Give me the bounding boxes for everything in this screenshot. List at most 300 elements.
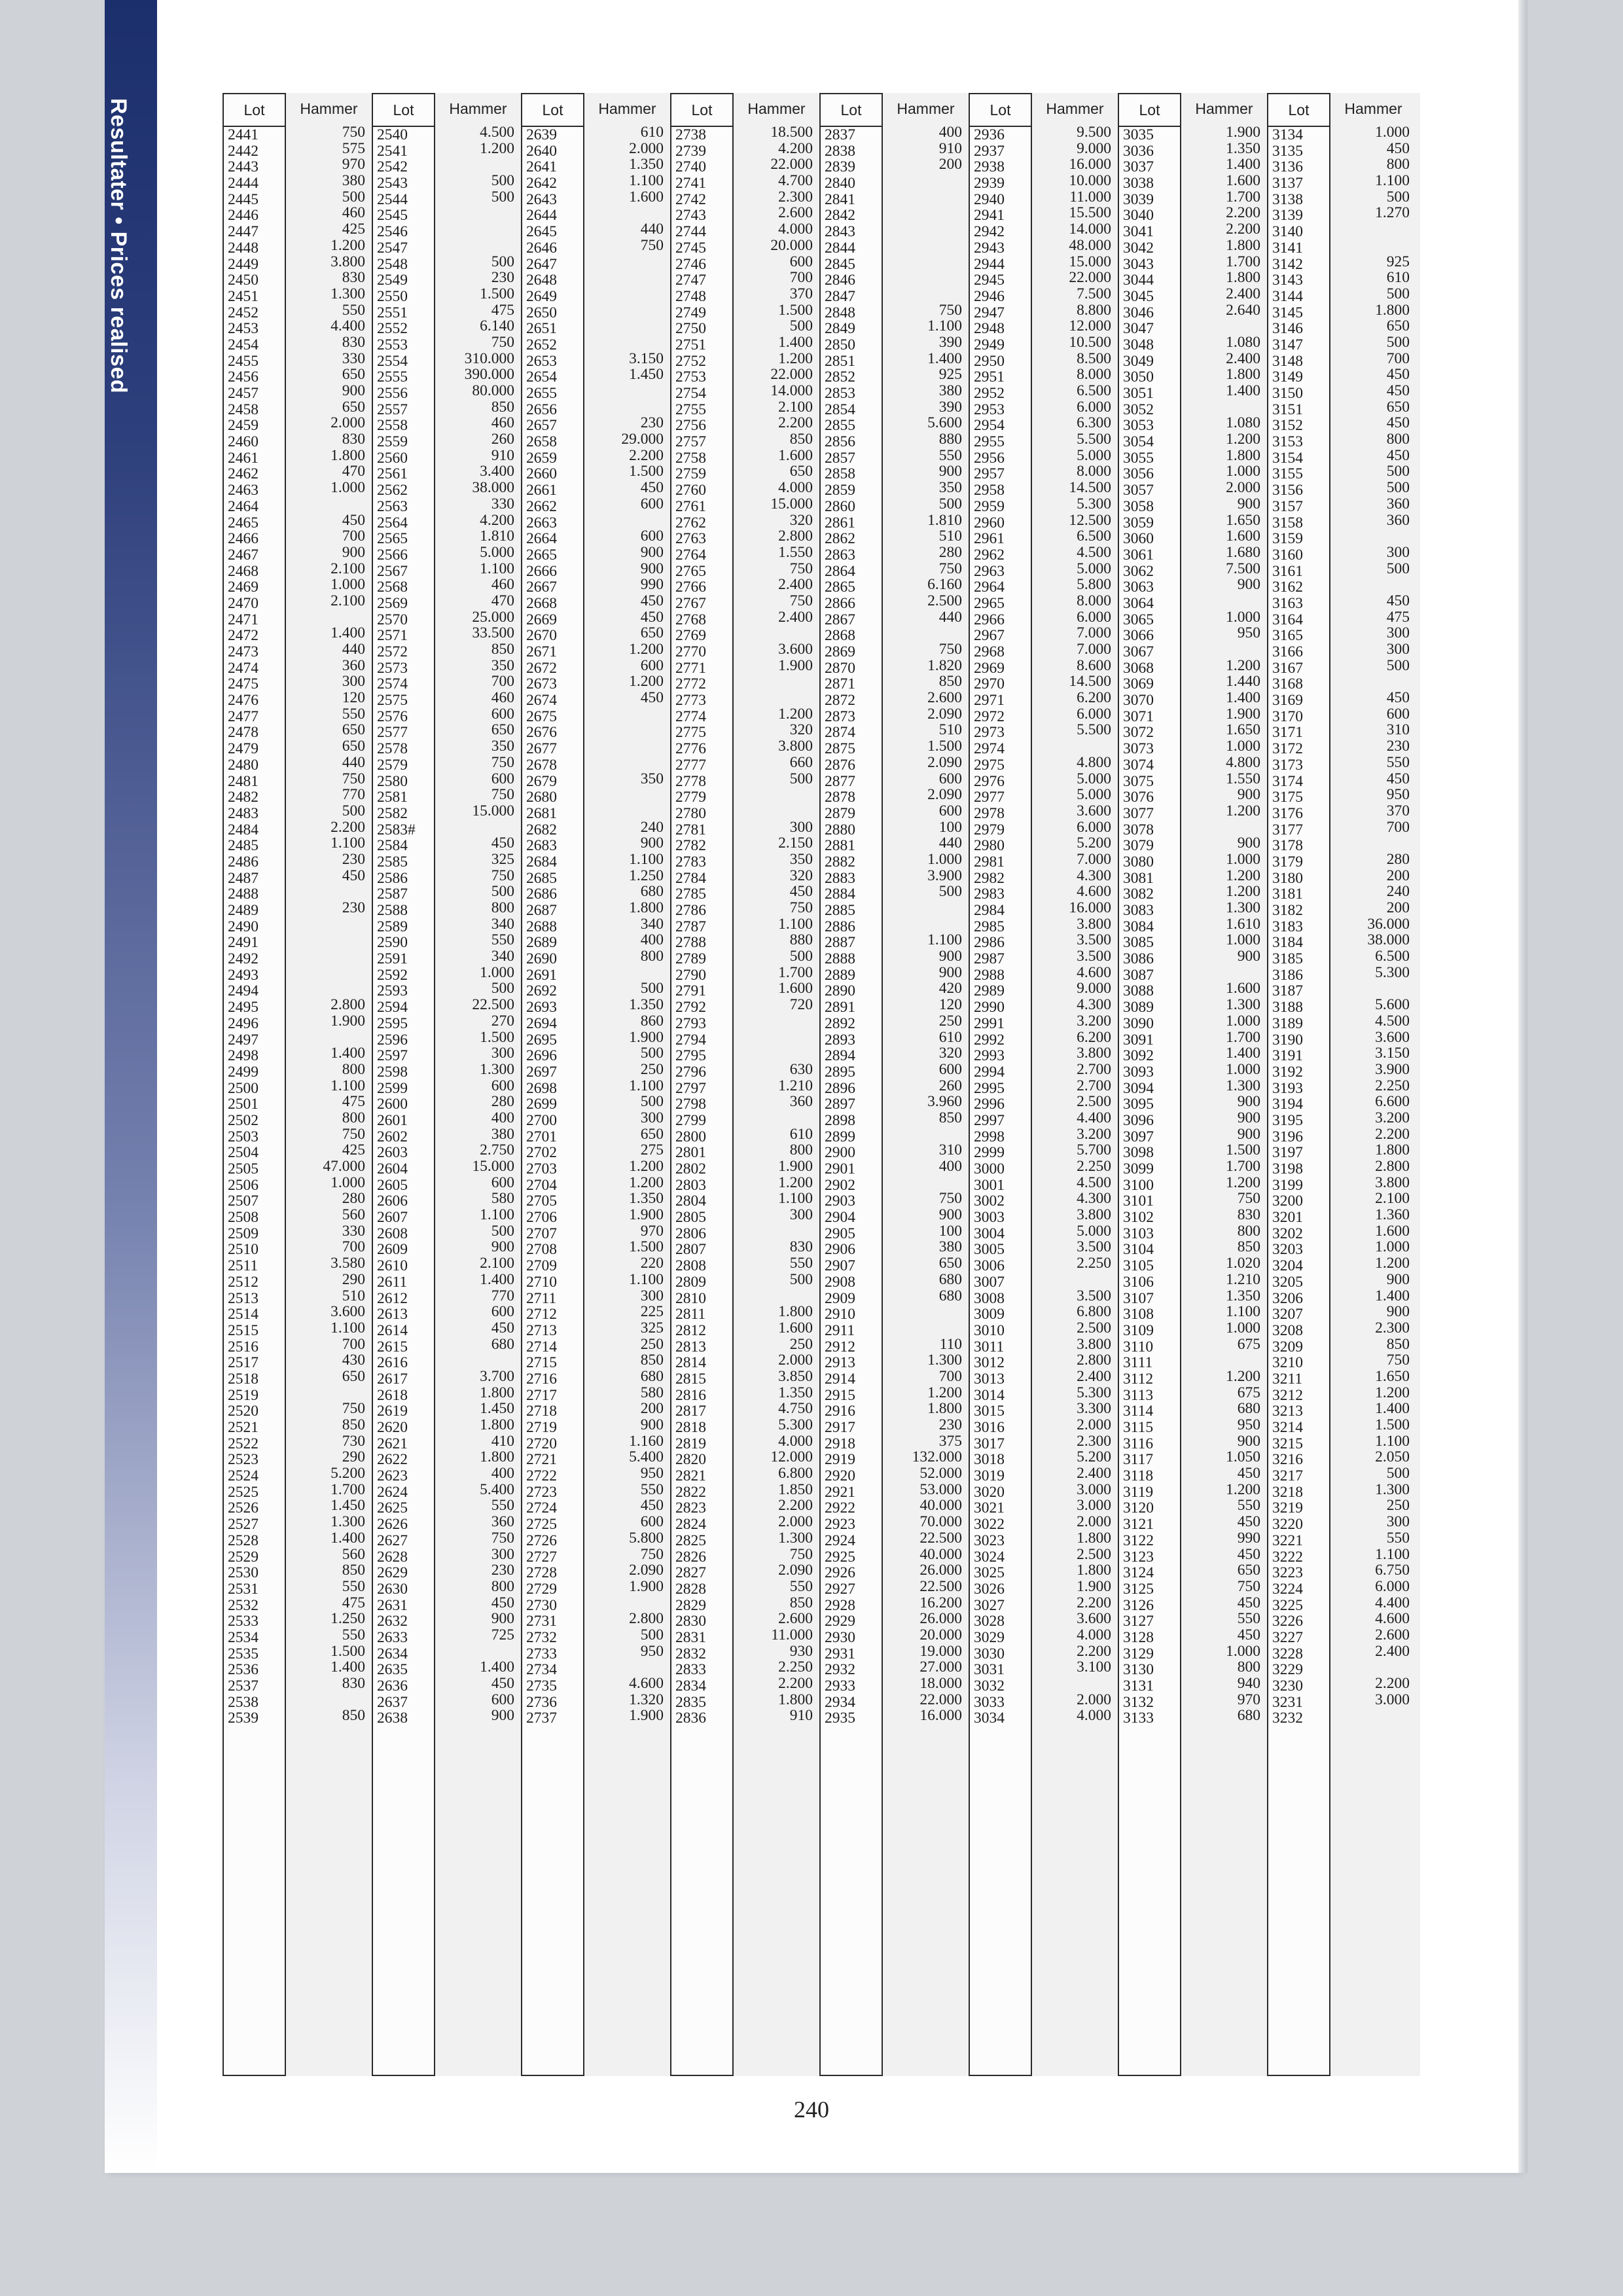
hammer-price — [1330, 577, 1416, 593]
hammer-price: 1.600 — [1226, 528, 1260, 545]
lot-number: 2807 — [675, 1242, 706, 1259]
lot-number: 2997 — [974, 1112, 1005, 1129]
hammer-price: 1.650 — [1226, 722, 1260, 739]
hammer-price: 650 — [342, 1368, 365, 1385]
lot-number: 2861 — [825, 514, 855, 531]
hammer-price: 800 — [342, 1061, 365, 1078]
lot-number: 2589 — [377, 918, 408, 935]
hammer-price: 750 — [1386, 1352, 1410, 1369]
lot-number: 3078 — [1123, 821, 1154, 838]
hammer-price: 1.200 — [778, 350, 813, 367]
hammer-price: 4.600 — [1375, 1611, 1410, 1627]
lot-column — [223, 93, 286, 2076]
lot-number: 3016 — [974, 1420, 1005, 1436]
lot-number: 2570 — [377, 611, 408, 628]
lot-number: 2713 — [526, 1322, 557, 1339]
hammer-price: 7.500 — [1226, 560, 1260, 577]
lot-number: 2960 — [974, 514, 1005, 531]
lot-number: 2734 — [526, 1662, 557, 1678]
lot-number: 2929 — [825, 1613, 855, 1630]
lot-number: 2688 — [526, 918, 557, 935]
hammer-price: 240 — [1386, 884, 1410, 900]
lot-number: 2958 — [974, 482, 1005, 499]
lot-number: 2664 — [526, 531, 557, 547]
hammer-price: 1.100 — [330, 1319, 365, 1336]
hammer-price: 5.300 — [1375, 964, 1410, 981]
hammer-price: 1.400 — [1226, 690, 1260, 706]
lot-number: 2714 — [526, 1338, 557, 1355]
lot-number: 2934 — [825, 1694, 855, 1711]
lot-number: 2691 — [526, 967, 557, 984]
lot-number: 2610 — [377, 1258, 408, 1274]
hammer-price: 600 — [491, 1077, 514, 1094]
lot-number: 2927 — [825, 1581, 855, 1598]
lot-number: 2661 — [526, 482, 557, 499]
hammer-price: 29.000 — [621, 431, 664, 448]
hammer-price: 9.000 — [1077, 980, 1111, 997]
hammer-price: 3.850 — [778, 1368, 813, 1385]
lot-number: 3179 — [1272, 853, 1303, 870]
hammer-price: 280 — [1386, 851, 1410, 868]
lot-number: 3013 — [974, 1371, 1005, 1388]
hammer-price: 22.500 — [472, 997, 514, 1013]
hammer-price: 850 — [342, 1417, 365, 1433]
lot-number: 2693 — [526, 999, 557, 1016]
lot-number: 2624 — [377, 1484, 408, 1501]
hammer-price: 450 — [640, 609, 664, 626]
column-group — [1118, 93, 1267, 2076]
hammer-price: 3.800 — [1077, 1045, 1111, 1062]
lot-number: 2983 — [974, 886, 1005, 903]
lot-number: 2806 — [675, 1225, 706, 1242]
lot-number: 3035 — [1123, 127, 1154, 143]
hammer-price: 310 — [938, 1142, 962, 1158]
lot-number: 2892 — [825, 1015, 855, 1032]
hammer-price: 2.400 — [1375, 1643, 1410, 1660]
hammer-price: 1.400 — [1375, 1287, 1410, 1304]
hammer-price: 2.250 — [778, 1659, 813, 1676]
hammer-price: 500 — [491, 253, 514, 270]
hammer-price: 3.500 — [1077, 948, 1111, 965]
lot-number: 2821 — [675, 1468, 706, 1484]
hammer-price: 6.200 — [1077, 690, 1111, 706]
hammer-price: 900 — [491, 1239, 514, 1256]
hammer-price: 6.000 — [1375, 1578, 1410, 1595]
hammer-price: 1.000 — [480, 964, 514, 981]
hammer-price: 2.200 — [778, 415, 813, 432]
hammer-price — [584, 803, 670, 819]
lot-number: 2615 — [377, 1338, 408, 1355]
hammer-price: 14.000 — [770, 383, 813, 399]
lot-number: 2938 — [974, 159, 1005, 176]
lot-number: 2463 — [228, 482, 259, 499]
lot-number: 3176 — [1272, 805, 1303, 822]
hammer-price: 750 — [342, 1401, 365, 1417]
lot-number: 3126 — [1123, 1597, 1154, 1614]
hammer-price: 930 — [789, 1643, 813, 1660]
hammer-price: 900 — [1237, 495, 1260, 512]
hammer-price: 2.400 — [1226, 285, 1260, 302]
hammer-price: 290 — [342, 1449, 365, 1466]
hammer-price — [286, 609, 372, 626]
lot-number: 2581 — [377, 789, 408, 806]
hammer-price: 300 — [342, 673, 365, 691]
hammer-price: 3.600 — [1077, 1611, 1111, 1627]
lot-number: 2763 — [675, 531, 706, 547]
hammer-price — [883, 189, 969, 206]
lot-number: 2658 — [526, 434, 557, 450]
hammer-price: 230 — [938, 1417, 962, 1433]
lot-number: 3182 — [1272, 903, 1303, 919]
hammer-price — [286, 980, 372, 997]
lot-number: 2553 — [377, 336, 408, 353]
lot-number: 2609 — [377, 1242, 408, 1259]
lot-number: 2585 — [377, 853, 408, 870]
lot-number: 3121 — [1123, 1516, 1154, 1533]
lot-number: 2503 — [228, 1128, 259, 1145]
lot-number: 3118 — [1123, 1468, 1154, 1484]
hammer-price: 5.000 — [1077, 770, 1111, 787]
hammer-price: 450 — [640, 690, 664, 706]
lot-number: 2832 — [675, 1645, 706, 1662]
lot-number: 2550 — [377, 288, 408, 305]
lot-number: 2511 — [228, 1258, 259, 1274]
lot-number: 3037 — [1123, 159, 1154, 176]
lot-number: 3162 — [1272, 579, 1303, 596]
lot-number: 3060 — [1123, 531, 1154, 547]
lot-column — [969, 93, 1032, 2076]
hammer-price: 2.100 — [330, 592, 365, 609]
hammer-price: 950 — [1386, 787, 1410, 803]
lot-number: 2474 — [228, 660, 259, 677]
lot-number: 2880 — [825, 821, 855, 838]
hammer-price: 110 — [939, 1336, 962, 1353]
hammer-price: 1.000 — [330, 577, 365, 593]
lot-number: 2537 — [228, 1678, 259, 1695]
hammer-price: 12.500 — [1069, 512, 1111, 529]
hammer-price: 550 — [491, 1498, 514, 1515]
hammer-price — [734, 1288, 819, 1304]
lot-number: 2489 — [228, 903, 259, 919]
hammer-price: 2.250 — [1077, 1255, 1111, 1272]
hammer-price: 2.800 — [1077, 1352, 1111, 1369]
lot-number: 3059 — [1123, 514, 1154, 531]
hammer-price: 1.800 — [1226, 447, 1260, 464]
hammer-price: 700 — [1386, 350, 1410, 367]
lot-number: 2707 — [526, 1225, 557, 1242]
hammer-price — [584, 1595, 670, 1611]
hammer-price: 900 — [1237, 835, 1260, 852]
lot-number: 2913 — [825, 1355, 855, 1371]
section-title: Resultater • Prices realised — [106, 98, 131, 394]
lot-number: 2826 — [675, 1549, 706, 1566]
hammer-price: 1.700 — [1226, 1029, 1260, 1046]
hammer-price: 1.400 — [1375, 1401, 1410, 1417]
hammer-price: 1.400 — [927, 350, 962, 367]
hammer-price: 300 — [640, 1287, 664, 1304]
hammer-price: 1.800 — [1226, 237, 1260, 254]
lot-number: 2836 — [675, 1710, 706, 1727]
lot-number: 2862 — [825, 531, 855, 547]
lot-number: 2887 — [825, 935, 855, 952]
hammer-price: 1.300 — [778, 1530, 813, 1547]
lot-number: 2974 — [974, 741, 1005, 757]
hammer-price: 300 — [1386, 641, 1410, 658]
hammer-price: 2.400 — [1077, 1465, 1111, 1482]
lot-number: 2594 — [377, 999, 408, 1016]
hammer-price: 2.000 — [778, 1352, 813, 1369]
hammer-price: 1.550 — [1226, 770, 1260, 787]
hammer-price: 2.500 — [1077, 1094, 1111, 1110]
hammer-price: 340 — [640, 916, 664, 933]
lot-number: 2799 — [675, 1112, 706, 1129]
hammer-price: 440 — [938, 835, 962, 852]
lot-number: 2816 — [675, 1387, 706, 1404]
hammer-price: 3.200 — [1375, 1109, 1410, 1126]
lot-number: 2578 — [377, 741, 408, 757]
lot-number: 2834 — [675, 1678, 706, 1695]
lot-number: 2937 — [974, 143, 1005, 160]
hammer-price: 600 — [640, 528, 664, 545]
hammer-price: 850 — [342, 1562, 365, 1579]
hammer-price: 950 — [640, 1643, 664, 1660]
lot-number: 2885 — [825, 903, 855, 919]
hammer-price — [584, 512, 670, 529]
lot-number: 3116 — [1123, 1435, 1154, 1452]
hammer-price: 1.200 — [1226, 1481, 1260, 1498]
hammer-price: 900 — [938, 1207, 962, 1223]
lot-number: 2519 — [228, 1387, 259, 1404]
hammer-price: 1.600 — [778, 980, 813, 997]
hammer-price — [435, 1643, 521, 1660]
hammer-price: 1.800 — [480, 1384, 514, 1401]
lot-number: 2454 — [228, 336, 259, 353]
lot-number: 2900 — [825, 1145, 855, 1161]
hammer-price: 3.800 — [1077, 1336, 1111, 1353]
hammer-price: 500 — [640, 1626, 664, 1643]
column-group — [969, 93, 1118, 2076]
lot-number: 2606 — [377, 1193, 408, 1210]
lot-number: 2852 — [825, 369, 855, 386]
lot-number: 2690 — [526, 951, 557, 967]
hammer-price: 610 — [640, 124, 664, 141]
hammer-price: 1.350 — [629, 997, 664, 1013]
hammer-price: 1.320 — [629, 1691, 664, 1708]
hammer-price: 6.000 — [1077, 399, 1111, 416]
hammer-price: 1.600 — [629, 188, 664, 206]
hammer-price: 830 — [342, 270, 365, 286]
lot-number: 3131 — [1123, 1678, 1154, 1695]
hammer-price — [1181, 819, 1267, 836]
hammer-column — [1181, 93, 1267, 2076]
hammer-price: 4.400 — [1077, 1109, 1111, 1126]
lot-number: 2940 — [974, 191, 1005, 208]
lot-number: 3123 — [1123, 1549, 1154, 1566]
lot-number: 2602 — [377, 1128, 408, 1145]
lot-number: 2838 — [825, 143, 855, 160]
hammer-price: 47.000 — [323, 1158, 365, 1175]
hammer-price: 800 — [1237, 1223, 1260, 1240]
hammer-price — [584, 706, 670, 723]
lot-number: 2818 — [675, 1420, 706, 1436]
lot-number: 3017 — [974, 1435, 1005, 1452]
hammer-price — [883, 173, 969, 189]
hammer-price: 375 — [938, 1433, 962, 1450]
hammer-price: 500 — [491, 980, 514, 997]
hammer-price: 10.500 — [1069, 334, 1111, 351]
lot-number: 2472 — [228, 628, 259, 644]
lot-number: 3147 — [1272, 336, 1303, 353]
lot-number: 2969 — [974, 660, 1005, 677]
hammer-price: 600 — [789, 253, 813, 270]
hammer-price: 1.200 — [778, 1174, 813, 1191]
hammer-price: 850 — [491, 399, 514, 416]
hammer-price — [734, 1110, 819, 1126]
lot-number: 2963 — [974, 563, 1005, 580]
lot-number: 3092 — [1123, 1048, 1154, 1064]
hammer-price: 750 — [789, 560, 813, 577]
lot-number: 2746 — [675, 256, 706, 273]
hammer-price: 850 — [640, 1352, 664, 1369]
hammer-price: 1.450 — [330, 1498, 365, 1515]
lot-number: 2988 — [974, 967, 1005, 984]
hammer-price: 1.650 — [1375, 1368, 1410, 1385]
hammer-price — [883, 625, 969, 641]
lot-number: 2924 — [825, 1532, 855, 1549]
hammer-price: 450 — [1386, 383, 1410, 399]
hammer-price: 460 — [491, 415, 514, 432]
hammer-price: 280 — [342, 1191, 365, 1208]
lot-number: 2889 — [825, 967, 855, 984]
hammer-price: 2.000 — [1077, 1417, 1111, 1433]
lot-number: 2498 — [228, 1048, 259, 1064]
hammer-price: 15.000 — [472, 1158, 514, 1175]
lot-number: 2886 — [825, 918, 855, 935]
lot-number: 2823 — [675, 1500, 706, 1517]
lot-number: 2790 — [675, 967, 706, 984]
hammer-price: 7.000 — [1077, 641, 1111, 658]
hammer-price: 2.400 — [778, 577, 813, 593]
lot-number: 2767 — [675, 595, 706, 612]
lot-number: 2633 — [377, 1629, 408, 1646]
lot-number: 2755 — [675, 401, 706, 418]
hammer-price: 3.800 — [1077, 916, 1111, 933]
lot-number: 2930 — [825, 1629, 855, 1646]
hammer-price: 860 — [640, 1013, 664, 1030]
hammer-price: 2.000 — [1077, 1514, 1111, 1530]
lot-number: 3086 — [1123, 951, 1154, 967]
lot-number: 2915 — [825, 1387, 855, 1404]
lot-number: 2517 — [228, 1355, 259, 1371]
lot-number: 2982 — [974, 870, 1005, 887]
lot-number: 2844 — [825, 240, 855, 257]
hammer-price: 1.000 — [1226, 1013, 1260, 1030]
lot-number: 2657 — [526, 418, 557, 435]
hammer-price: 2.600 — [778, 205, 813, 222]
lot-number: 3020 — [974, 1484, 1005, 1501]
lot-number: 3167 — [1272, 660, 1303, 677]
lot-number: 2574 — [377, 676, 408, 693]
hammer-price: 750 — [640, 1546, 664, 1563]
hammer-price: 650 — [491, 722, 514, 739]
lot-number: 3134 — [1272, 127, 1303, 143]
lot-number: 2651 — [526, 321, 557, 337]
lot-number: 2722 — [526, 1468, 557, 1484]
page-edge — [1518, 0, 1527, 2173]
lot-number: 3185 — [1272, 951, 1303, 967]
lot-number: 2827 — [675, 1565, 706, 1581]
hammer-price: 650 — [1386, 318, 1410, 334]
lot-number: 3151 — [1272, 401, 1303, 418]
hammer-price: 600 — [640, 495, 664, 512]
lot-number: 3158 — [1272, 514, 1303, 531]
lot-number: 3189 — [1272, 1015, 1303, 1032]
hammer-price: 1.500 — [629, 1239, 664, 1256]
hammer-price: 550 — [342, 1626, 365, 1643]
lot-number: 3164 — [1272, 611, 1303, 628]
lot-number: 2804 — [675, 1193, 706, 1210]
hammer-price: 3.000 — [1077, 1481, 1111, 1498]
lot-number: 3004 — [974, 1225, 1005, 1242]
hammer-price: 600 — [491, 1174, 514, 1191]
hammer-price: 5.500 — [1077, 431, 1111, 448]
hammer-price: 400 — [938, 124, 962, 141]
hammer-price: 450 — [1386, 447, 1410, 464]
lot-number: 3003 — [974, 1210, 1005, 1226]
hammer-price: 1.500 — [927, 738, 962, 755]
hammer-price — [584, 755, 670, 771]
lot-number: 2906 — [825, 1242, 855, 1259]
lot-number: 2648 — [526, 272, 557, 289]
hammer-price: 1.800 — [480, 1417, 514, 1433]
hammer-price: 2.250 — [1375, 1077, 1410, 1094]
lot-number: 2899 — [825, 1128, 855, 1145]
lot-number: 3144 — [1272, 288, 1303, 305]
hammer-price: 700 — [938, 1368, 962, 1385]
lot-number: 2944 — [974, 256, 1005, 273]
hammer-price — [1330, 528, 1416, 545]
lot-number: 3218 — [1272, 1484, 1303, 1501]
lot-number: 2672 — [526, 660, 557, 677]
lot-number: 2808 — [675, 1258, 706, 1274]
lot-number: 2765 — [675, 563, 706, 580]
lot-number: 3154 — [1272, 450, 1303, 467]
hammer-column — [286, 93, 372, 2076]
hammer-price: 4.800 — [1226, 754, 1260, 771]
lot-number: 3227 — [1272, 1629, 1303, 1646]
hammer-price: 120 — [938, 997, 962, 1013]
lot-number: 2802 — [675, 1161, 706, 1177]
lot-number: 2778 — [675, 773, 706, 790]
hammer-price: 9.000 — [1077, 140, 1111, 157]
hammer-price: 560 — [342, 1207, 365, 1223]
lot-number: 2904 — [825, 1210, 855, 1226]
hammer-price — [734, 1030, 819, 1046]
hammer-price: 14.500 — [1069, 480, 1111, 496]
lot-number: 2882 — [825, 853, 855, 870]
lot-number: 3120 — [1123, 1500, 1154, 1517]
hammer-price: 300 — [491, 1546, 514, 1563]
lot-number: 2504 — [228, 1145, 259, 1161]
hammer-price: 850 — [938, 673, 962, 691]
hammer-price: 38.000 — [472, 480, 514, 496]
hammer-price: 7.000 — [1077, 851, 1111, 868]
hammer-price: 22.000 — [770, 367, 813, 383]
hammer-price: 1.050 — [1226, 1449, 1260, 1466]
lot-number: 2883 — [825, 870, 855, 887]
lot-number: 2451 — [228, 288, 259, 305]
hammer-header: Hammer — [1195, 100, 1253, 117]
